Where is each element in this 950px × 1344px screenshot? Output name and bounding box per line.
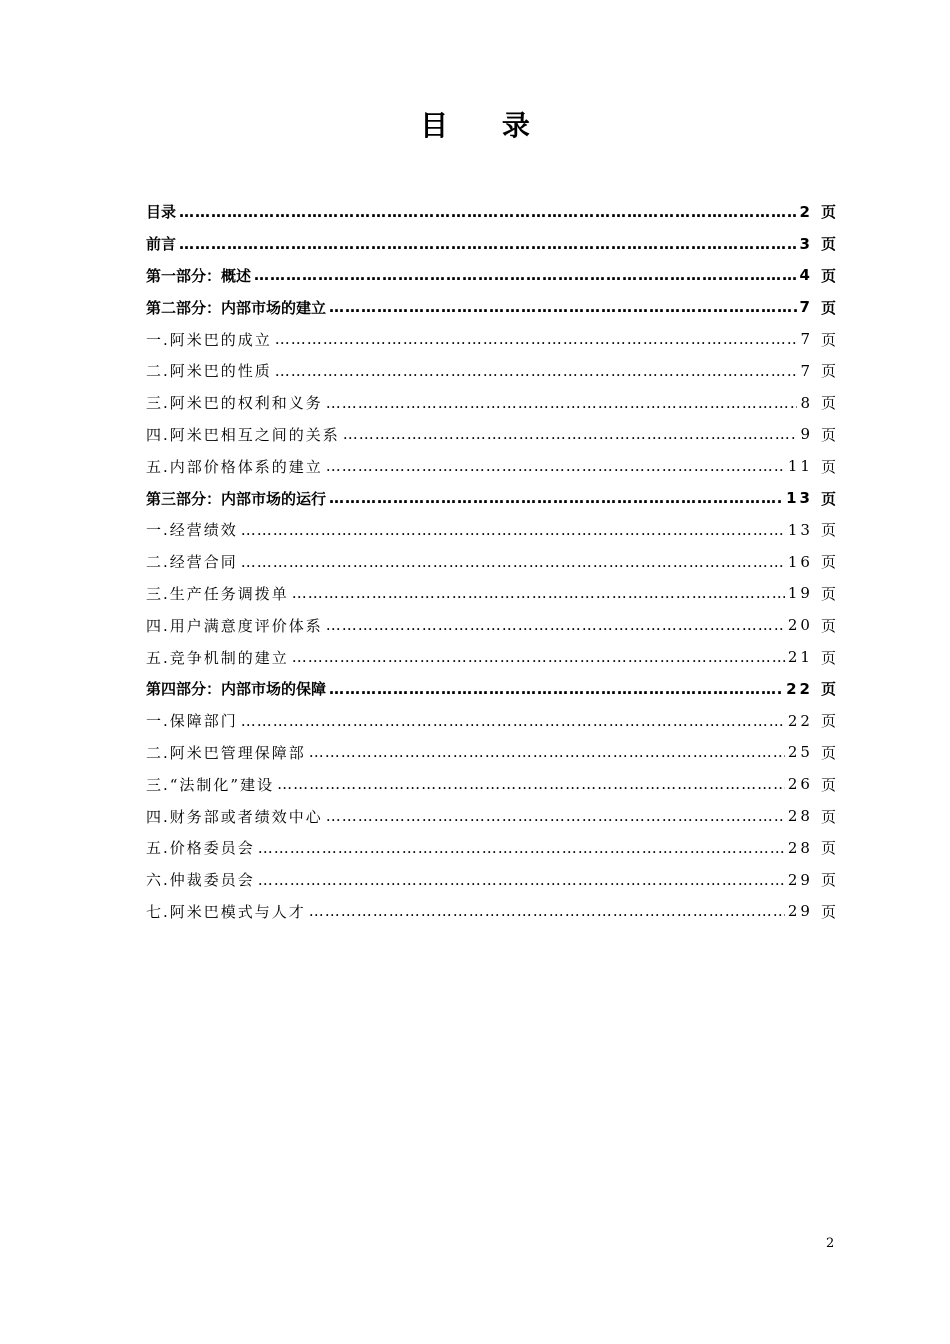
toc-entry-label: 第二部分：内部市场的建立 [146,298,327,317]
dot-leader [241,712,785,730]
toc-entry-page: 20 [787,616,813,635]
toc-entry-suffix: 页 [820,235,836,254]
toc-entry-label: 三.生产任务调拨单 [146,584,289,603]
toc-entry-page: 26 [787,775,813,794]
toc-entry-suffix: 页 [820,330,836,349]
toc-entry-page: 21 [787,648,813,667]
toc-entry-label: 七.阿米巴模式与人才 [146,902,306,921]
toc-entry-page: 9 [800,425,813,444]
toc-entry-page: 7 [800,330,813,349]
toc-entry[interactable] [146,482,836,514]
toc-entry[interactable] [146,291,836,323]
dot-leader [292,648,785,666]
toc-entry-page: 28 [787,838,813,857]
toc-entry-label: 六.仲裁委员会 [146,871,255,890]
toc-entry-page: 4 [799,266,813,285]
table-of-contents [146,196,836,927]
toc-entry[interactable] [146,768,836,800]
toc-entry-page: 11 [787,457,813,476]
toc-entry[interactable] [146,419,836,451]
toc-entry-suffix: 页 [820,775,836,794]
toc-entry-suffix: 页 [820,553,836,572]
toc-entry[interactable] [146,546,836,578]
toc-entry-suffix: 页 [820,584,836,603]
dot-leader [329,489,783,507]
toc-entry-suffix: 页 [820,203,836,222]
page-number: 2 [826,1236,835,1251]
dot-leader [309,743,785,761]
toc-entry[interactable] [146,260,836,292]
toc-entry-page: 7 [800,361,813,380]
toc-entry-label: 三.阿米巴的权利和义务 [146,394,323,413]
toc-entry-page: 29 [787,870,813,889]
toc-entry-label: 二.阿米巴的性质 [146,362,272,381]
toc-entry-page: 3 [799,234,813,253]
dot-leader [329,680,783,698]
toc-entry[interactable] [146,355,836,387]
dot-leader [254,266,797,284]
toc-entry[interactable] [146,737,836,769]
toc-entry[interactable] [146,578,836,610]
toc-entry-suffix: 页 [820,266,836,285]
toc-entry-page: 13 [787,520,813,539]
toc-entry-label: 一.保障部门 [146,712,238,731]
toc-entry-suffix: 页 [820,648,836,667]
dot-leader [326,616,785,634]
dot-leader [241,553,785,571]
dot-leader [343,425,798,443]
dot-leader [258,871,785,889]
toc-entry-page: 25 [787,743,813,762]
toc-entry-suffix: 页 [820,521,836,540]
toc-entry-suffix: 页 [820,712,836,731]
toc-entry-suffix: 页 [820,425,836,444]
toc-entry-label: 五.竞争机制的建立 [146,648,289,667]
dot-leader [329,298,797,316]
toc-entry-label: 前言 [146,235,177,254]
toc-entry[interactable] [146,323,836,355]
toc-entry[interactable] [146,705,836,737]
toc-entry-page: 29 [787,902,813,921]
toc-entry[interactable] [146,514,836,546]
toc-entry-label: 四.用户满意度评价体系 [146,616,323,635]
toc-entry-suffix: 页 [820,457,836,476]
toc-entry-label: 五.价格委员会 [146,839,255,858]
toc-entry[interactable] [146,228,836,260]
toc-entry-page: 16 [787,552,813,571]
toc-entry-label: 二.阿米巴管理保障部 [146,743,306,762]
toc-entry-label: 第三部分：内部市场的运行 [146,489,327,508]
toc-entry-suffix: 页 [820,743,836,762]
dot-leader [275,330,798,348]
dot-leader [179,235,797,253]
toc-entry[interactable] [146,196,836,228]
toc-entry[interactable] [146,800,836,832]
dot-leader [277,775,785,793]
toc-entry-suffix: 页 [820,839,836,858]
toc-entry-page: 2 [799,202,813,221]
toc-entry-label: 三.“法制化”建设 [146,775,275,794]
toc-entry-label: 第一部分：概述 [146,266,252,285]
toc-entry-suffix: 页 [820,489,836,508]
toc-entry-suffix: 页 [820,871,836,890]
toc-entry[interactable] [146,896,836,928]
toc-entry-suffix: 页 [820,298,836,317]
toc-entry-label: 第四部分：内部市场的保障 [146,680,327,699]
toc-entry[interactable] [146,641,836,673]
toc-entry-suffix: 页 [820,902,836,921]
dot-leader [309,902,785,920]
toc-entry-label: 目录 [146,203,177,222]
dot-leader [179,203,797,221]
dot-leader [258,839,785,857]
toc-entry[interactable] [146,673,836,705]
toc-entry[interactable] [146,864,836,896]
toc-entry-page: 13 [786,489,813,508]
toc-entry-suffix: 页 [820,616,836,635]
toc-entry-label: 一.阿米巴的成立 [146,330,272,349]
toc-entry[interactable] [146,609,836,641]
toc-entry-page: 19 [787,584,813,603]
toc-entry-suffix: 页 [820,362,836,381]
dot-leader [326,807,785,825]
toc-entry-suffix: 页 [820,680,836,699]
dot-leader [241,521,785,539]
toc-entry-page: 7 [799,298,813,317]
toc-entry-label: 一.经营绩效 [146,521,238,540]
page-title: 目 录 [420,109,552,142]
toc-entry-label: 四.阿米巴相互之间的关系 [146,425,340,444]
toc-entry-page: 22 [787,711,813,730]
toc-entry-page: 22 [786,679,813,698]
dot-leader [275,362,798,380]
dot-leader [326,394,798,412]
toc-entry-label: 四.财务部或者绩效中心 [146,807,323,826]
toc-entry-label: 二.经营合同 [146,553,238,572]
toc-entry-label: 五.内部价格体系的建立 [146,457,323,476]
toc-entry-page: 28 [787,807,813,826]
toc-entry[interactable] [146,387,836,419]
toc-entry[interactable] [146,832,836,864]
toc-entry-page: 8 [800,393,813,412]
toc-entry-suffix: 页 [820,807,836,826]
dot-leader [326,457,785,475]
toc-entry-suffix: 页 [820,394,836,413]
dot-leader [292,584,785,602]
toc-entry[interactable] [146,450,836,482]
